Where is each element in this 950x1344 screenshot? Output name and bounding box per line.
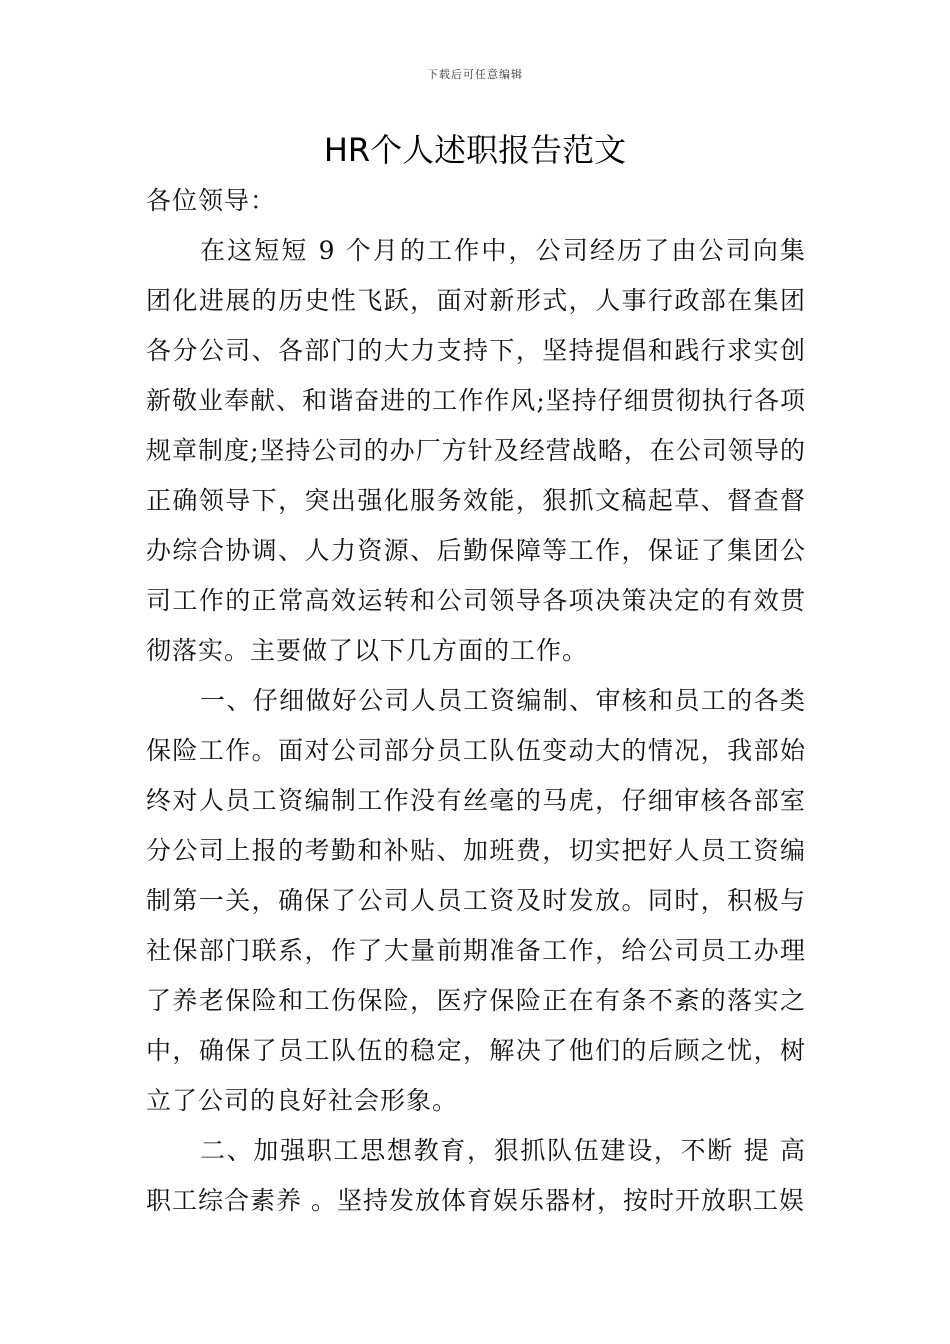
document-body [146,176,806,1226]
salutation: 各位领导： [146,186,277,215]
document-title: HR个人述职报告范文 [323,131,627,169]
paragraph-section-2: 二、加强职工思想教育，狠抓队伍建设，不断 提 高职工综合素养 。坚持发放体育娱乐器材，按时开放职工娱 [146,1136,806,1215]
paragraph-intro: 在这短短 9 个月的工作中，公司经历了由公司向集团化进展的历史性飞跃，面对新形式，人事行政部在集团各分公司、各部门的大力支持下，坚持提倡和践行求实创新敬业奉献、和谐奋进的工作作风;坚持仔细贯彻执行各项规章制度;坚持公司的办厂方针及经营战略，在公司领导的正确领导下，突出强化服务效能，狠抓文稿起草、督查督办综合协调、人力资源、后勤保障等工作，保证了集团公司工作的正常高效运转和公司领导各项决策决定的有效贯彻落实。主要做了以下几方面的工作。 [146,236,806,665]
paragraph-section-1: 一、仔细做好公司人员工资编制、审核和员工的各类保险工作。面对公司部分员工队伍变动大的情况，我部始终对人员工资编制工作没有丝毫的马虎，仔细审核各部室分公司上报的考勤和补贴、加班费，切实把好人员工资编制第一关，确保了公司人员工资及时发放。同时，积极与社保部门联系，作了大量前期准备工作，给公司员工办理了养老保险和工伤保险，医疗保险正在有条不紊的落实之中，确保了员工队伍的稳定，解决了他们的后顾之忧，树立了公司的良好社会形象。 [146,686,806,1115]
header-note: 下载后可任意编辑 [427,68,523,81]
